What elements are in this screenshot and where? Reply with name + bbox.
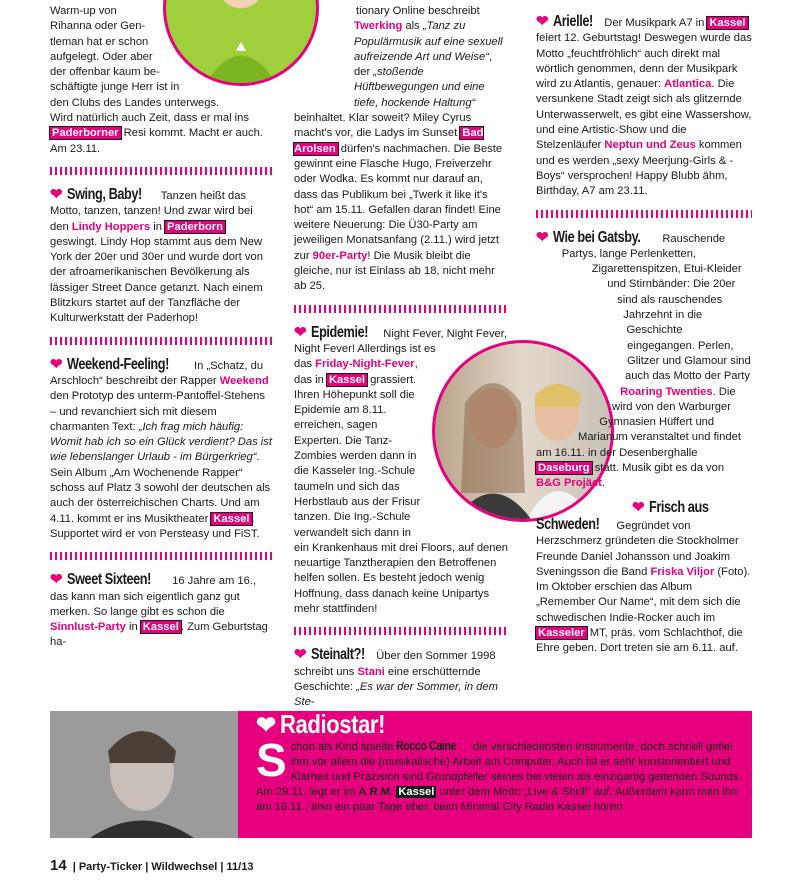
article-gatsby: ❤ Wie bei Gatsby. Rauschende Partys, lange Perlenketten, Zigarettenspitzen, Etui-Kleider und Stirnbänder: Die 20er sind als rauschendes Jahrzehnt in die Geschichte eingegangen. Perlen, Glitzer und Glamour sind auch das Motto der Party Roaring Twenties. Die wird von den Warburger Gymnasien Hüffert und Marianum veranstaltet und findet am 16.11. in der Desenberghalle Daseburg statt. Musik gibt es da von B&G Projäct. (536, 228, 751, 490)
heart-icon: ❤ (632, 498, 645, 516)
radiostar-box (50, 711, 752, 838)
divider (50, 337, 272, 345)
article-title: Wie bei Gatsby. (552, 228, 641, 246)
divider (294, 305, 508, 313)
heart-icon: ❤ (294, 646, 307, 664)
footer-text: | Party-Ticker | Wildwechsel | 11/13 (72, 861, 254, 873)
article-twerk-rest: beinhaltet. Klar soweit? Miley Cyrus macht's vor, die Ladys im Sunset Bad Arolsen dürfen's nachmachen. Die Beste gewinnt eine Flasche Hugo, Freiverzehr oder Wodka. Es kommt nur darauf an, dass das Publikum bei „Twerk it like it's hot“ am 15.11. Gefallen daran findet! Eine weitere Neuerung: Die Ü30-Party am jeweiligen Monatsanfang (2.11.) wird jetzt zur 90er-Party! Die Musik bleibt die gleiche, nur ist Einlass ab 18, nicht mehr ab 25. (294, 112, 503, 293)
article-title: Swing, Baby! (66, 185, 142, 203)
heart-icon: ❤ (50, 571, 63, 589)
city-highlight: Kassel (398, 786, 435, 798)
venue-highlight: Paderborner (52, 127, 119, 140)
article-sweet: ❤ Sweet Sixteen! 16 Jahre am 16., das kann man sich eigentlich ganz gut merken. So lange gibt es schon die Sinnlust-Party in Kassel . Zum Geburtstag ha- (50, 571, 268, 649)
heart-icon: ❤ (294, 323, 307, 341)
intro-line: den Clubs des Landes unterwegs. (50, 96, 220, 109)
article-title: Steinalt?! (310, 646, 365, 664)
divider (294, 627, 508, 635)
intro-line: tleman hat er schon (50, 35, 149, 48)
column-3 (536, 14, 752, 657)
heart-icon: ❤ (536, 228, 549, 246)
article-twerk: tionary Online beschreibt (356, 5, 480, 17)
dropcap: S (256, 734, 287, 786)
intro-end: Paderborner Resi kommt. Macht er auch. Am 23.11. (50, 127, 263, 155)
article-title-2: Schweden! (536, 515, 600, 533)
portrait-icon (50, 711, 238, 838)
intro-line: Rihanna oder Gen- (50, 20, 146, 33)
article-title: Arielle! (552, 13, 593, 30)
article-weekend: ❤ Weekend-Feeling! In „Schatz, du Arschloch“ beschreibt der Rapper Weekend den Prototyp des unterm-Pantoffel-Stehens – und revanchiert sich mit diesem charmanten Text: „Ich frag mich häufig: Womit hab ich so ein Glück verdient? Das ist wie lebenslanger Urlaub - im Bürgerkrieg“. Sein Album „Am Wochenende Rapper“ schoss auf Platz 3 sowohl der deutschen als auch der österreichischen Charts. Und am 4.11. kommt er ins Musiktheater Kassel . Supportet wird er von Persteasy und FiST. (50, 355, 272, 540)
intro-line: schäftigte junge Herr ist in (50, 81, 180, 94)
radiostar-text: ❤ Radiostar! S chon als Kind spielte Rocco Caine die verschiedensten Instrumente, doch schnell gefiel ihm vor allem die (musikalische) Arbeit am Computer. Auch ist er sehr kunstorientiert und Klarheit und Präzision sind Grundpfeiler seines bei vielen als einzigartig geltenden Sounds. Am 29.11. legt er im A.R.M. Kassel unter dem Motto „Live & Shrill“ auf. Außerdem kann man ihn am 16.11., also ein paar Tage eher, beim Minimal City Radio Kassel hören. (256, 709, 742, 813)
page-number: 14 (50, 857, 67, 874)
article-title: Frisch aus (648, 498, 709, 516)
artist-name: Rocco Caine (396, 738, 457, 753)
intro-line: aufgelegt. Oder aber (50, 50, 153, 63)
radiostar-title: Radiostar! (280, 709, 386, 739)
rocco-caine-photo (50, 711, 238, 838)
heart-icon: ❤ (50, 185, 63, 203)
article-steinalt: ❤ Steinalt?! Über den Sommer 1998 schreibt uns Stani eine erschütternde Geschichte: „Es war der Sommer, in dem Ste- (294, 646, 498, 709)
page-footer (50, 857, 253, 874)
column-1 (50, 4, 272, 651)
article-title: Epidemie! (310, 323, 368, 341)
article-epidemie: ❤ Epidemie! Night Fever, Night Fever, Night Fever! Allerdings ist es das Friday-Night-Fever, das in Kassel grassiert. Ihren Höhepunkt soll die Epidemie am 8.11. erreichen, sagen Experten. Die Tanz-Zombies werden dann in die Kasseler Ing.-Schule taumeln und sich das Herbstlaub aus der Frisur tanzen. Die Ing.-Schule verwandelt sich dann in ein Krankenhaus mit drei Floors, auf denen neuartige Tanztherapien den Betroffenen helfen sollen. Es besteht jedoch wenig Hoffnung, dass danach keine Unipartys mehr stattfinden! (294, 323, 508, 615)
article-schweden: ❤ Frisch aus Schweden! Gegründet von Herzschmerz gründeten die Stockholmer Freunde Daniel Johansson und Joakim Sveningsson die Band Friska Viljor (Foto). Im Oktober erschien das Album „Remember Our Name“, mit dem sich die schwedischen Indie-Rocker auch im Kasseler MT, präs. vom Schlachthof, die Ehre geben. Dort treten sie am 6.11. auf. (536, 498, 751, 655)
article-title: Weekend-Feeling! (66, 355, 169, 373)
intro-line: Wird natürlich auch Zeit, dass er mal ins (50, 112, 249, 125)
intro-line: Warm-up von (50, 5, 117, 17)
heart-icon: ❤ (256, 712, 277, 739)
article-arielle: ❤ Arielle! Der Musikpark A7 in Kassel feiert 12. Geburtstag! Deswegen wurde das Motto „feuchtfröhlich“ auch direkt mal wörtlich genommen, denn der Musikpark wird zu Atlantis, genauer: Atlantica. Die versunkene Stadt zeigt sich als glitzernde Unterwasserwelt, es gibt eine Wassershow, und eine Artistic-Show und die Stelzenläufer Neptun und Zeus kommen und es werden „sexy Meerjung-Girls & -Boys“ versprochen! Happy Blubb ähm, Birthday, A7 am 23.11. (536, 13, 752, 198)
article-title: Sweet Sixteen! (66, 571, 151, 589)
divider (50, 167, 272, 175)
article-twerk-body: Twerking als „Tanz zu Populärmusik auf eine sexuell aufreizende Art und Weise“, der „stoßende Hüftbewegungen und eine tiefe, hockende Haltung“ (354, 20, 503, 109)
article-swing: ❤ Swing, Baby! Tanzen heißt das Motto, tanzen, tanzen! Und zwar wird bei den Lindy Hoppers in Paderborn geswingt. Lindy Hop stammt aus dem New York der 20er und 30er und wurde dort von der afroamerikanischen Bevölkerung als lässiger Street Dance getanzt. Nach einem Blitzkurs startet auf der Tanzfläche der Kulturwerkstatt der Paderhop! (50, 185, 263, 325)
divider (50, 552, 272, 560)
intro-line: der offenbar kaum be- (50, 66, 160, 79)
heart-icon: ❤ (536, 13, 549, 30)
heart-icon: ❤ (50, 355, 63, 373)
divider (536, 210, 752, 218)
